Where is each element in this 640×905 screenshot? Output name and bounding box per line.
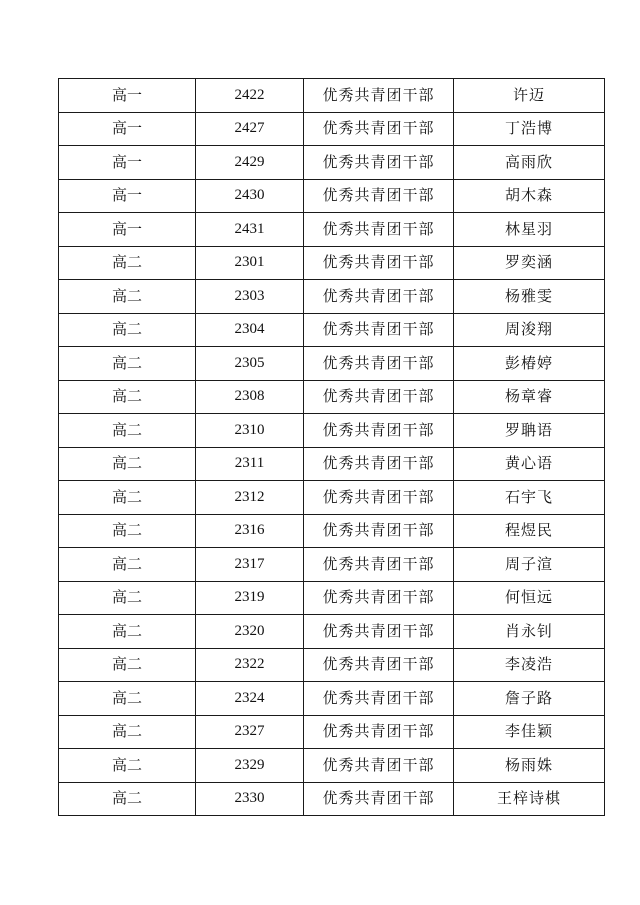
grade-cell: 高一 (59, 79, 196, 113)
class-cell: 2329 (196, 749, 304, 783)
table-row (59, 782, 605, 816)
grade-cell: 高二 (59, 447, 196, 481)
award-cell: 优秀共青团干部 (304, 213, 454, 247)
table-row (59, 749, 605, 783)
grade-cell: 高二 (59, 313, 196, 347)
table-row (59, 715, 605, 749)
class-cell: 2320 (196, 615, 304, 649)
class-cell: 2427 (196, 112, 304, 146)
grade-cell: 高二 (59, 648, 196, 682)
award-cell: 优秀共青团干部 (304, 481, 454, 515)
table-row (59, 514, 605, 548)
award-cell: 优秀共青团干部 (304, 112, 454, 146)
award-cell: 优秀共青团干部 (304, 648, 454, 682)
class-cell: 2310 (196, 414, 304, 448)
table-row (59, 682, 605, 716)
grade-cell: 高二 (59, 514, 196, 548)
class-cell: 2316 (196, 514, 304, 548)
grade-cell: 高二 (59, 548, 196, 582)
award-cell: 优秀共青团干部 (304, 715, 454, 749)
grade-cell: 高二 (59, 581, 196, 615)
table-row (59, 280, 605, 314)
grade-cell: 高二 (59, 380, 196, 414)
award-cell: 优秀共青团干部 (304, 682, 454, 716)
table-row (59, 146, 605, 180)
class-cell: 2422 (196, 79, 304, 113)
name-cell: 杨章睿 (454, 380, 605, 414)
grade-cell: 高二 (59, 481, 196, 515)
grade-cell: 高一 (59, 146, 196, 180)
award-cell: 优秀共青团干部 (304, 414, 454, 448)
award-cell: 优秀共青团干部 (304, 146, 454, 180)
grade-cell: 高二 (59, 749, 196, 783)
award-cell: 优秀共青团干部 (304, 79, 454, 113)
name-cell: 许迈 (454, 79, 605, 113)
award-cell: 优秀共青团干部 (304, 347, 454, 381)
table-row (59, 246, 605, 280)
grade-cell: 高二 (59, 280, 196, 314)
class-cell: 2327 (196, 715, 304, 749)
class-cell: 2317 (196, 548, 304, 582)
grade-cell: 高二 (59, 782, 196, 816)
award-cell: 优秀共青团干部 (304, 246, 454, 280)
name-cell: 肖永钊 (454, 615, 605, 649)
grade-cell: 高一 (59, 213, 196, 247)
grade-cell: 高一 (59, 179, 196, 213)
name-cell: 石宇飞 (454, 481, 605, 515)
name-cell: 罗聃语 (454, 414, 605, 448)
name-cell: 程煜民 (454, 514, 605, 548)
class-cell: 2305 (196, 347, 304, 381)
table-row (59, 313, 605, 347)
award-cell: 优秀共青团干部 (304, 313, 454, 347)
award-cell: 优秀共青团干部 (304, 615, 454, 649)
table-row (59, 347, 605, 381)
table-row (59, 380, 605, 414)
table-row (59, 481, 605, 515)
table-row (59, 179, 605, 213)
award-cell: 优秀共青团干部 (304, 179, 454, 213)
table-body (59, 79, 605, 816)
name-cell: 周浚翔 (454, 313, 605, 347)
award-cell: 优秀共青团干部 (304, 581, 454, 615)
name-cell: 杨雅雯 (454, 280, 605, 314)
name-cell: 何恒远 (454, 581, 605, 615)
grade-cell: 高二 (59, 615, 196, 649)
class-cell: 2430 (196, 179, 304, 213)
award-cell: 优秀共青团干部 (304, 782, 454, 816)
grade-cell: 高二 (59, 682, 196, 716)
class-cell: 2311 (196, 447, 304, 481)
name-cell: 黄心语 (454, 447, 605, 481)
honor-roll-table (58, 78, 605, 816)
name-cell: 彭椿婷 (454, 347, 605, 381)
award-cell: 优秀共青团干部 (304, 749, 454, 783)
name-cell: 李凌浩 (454, 648, 605, 682)
class-cell: 2304 (196, 313, 304, 347)
class-cell: 2303 (196, 280, 304, 314)
table-row (59, 615, 605, 649)
grade-cell: 高二 (59, 246, 196, 280)
award-cell: 优秀共青团干部 (304, 280, 454, 314)
name-cell: 罗奕涵 (454, 246, 605, 280)
name-cell: 丁浩博 (454, 112, 605, 146)
table-row (59, 414, 605, 448)
name-cell: 胡木森 (454, 179, 605, 213)
name-cell: 詹子路 (454, 682, 605, 716)
grade-cell: 高二 (59, 715, 196, 749)
class-cell: 2431 (196, 213, 304, 247)
grade-cell: 高二 (59, 347, 196, 381)
class-cell: 2301 (196, 246, 304, 280)
name-cell: 李佳颖 (454, 715, 605, 749)
table-row (59, 213, 605, 247)
class-cell: 2322 (196, 648, 304, 682)
award-cell: 优秀共青团干部 (304, 548, 454, 582)
name-cell: 杨雨姝 (454, 749, 605, 783)
name-cell: 高雨欣 (454, 146, 605, 180)
grade-cell: 高二 (59, 414, 196, 448)
class-cell: 2429 (196, 146, 304, 180)
name-cell: 王梓诗棋 (454, 782, 605, 816)
table-row (59, 648, 605, 682)
class-cell: 2330 (196, 782, 304, 816)
name-cell: 周子渲 (454, 548, 605, 582)
table-row (59, 548, 605, 582)
class-cell: 2319 (196, 581, 304, 615)
class-cell: 2312 (196, 481, 304, 515)
table-row (59, 447, 605, 481)
table-row (59, 581, 605, 615)
table-row (59, 112, 605, 146)
table-row (59, 79, 605, 113)
award-cell: 优秀共青团干部 (304, 447, 454, 481)
class-cell: 2324 (196, 682, 304, 716)
award-cell: 优秀共青团干部 (304, 514, 454, 548)
name-cell: 林星羽 (454, 213, 605, 247)
award-cell: 优秀共青团干部 (304, 380, 454, 414)
grade-cell: 高一 (59, 112, 196, 146)
class-cell: 2308 (196, 380, 304, 414)
